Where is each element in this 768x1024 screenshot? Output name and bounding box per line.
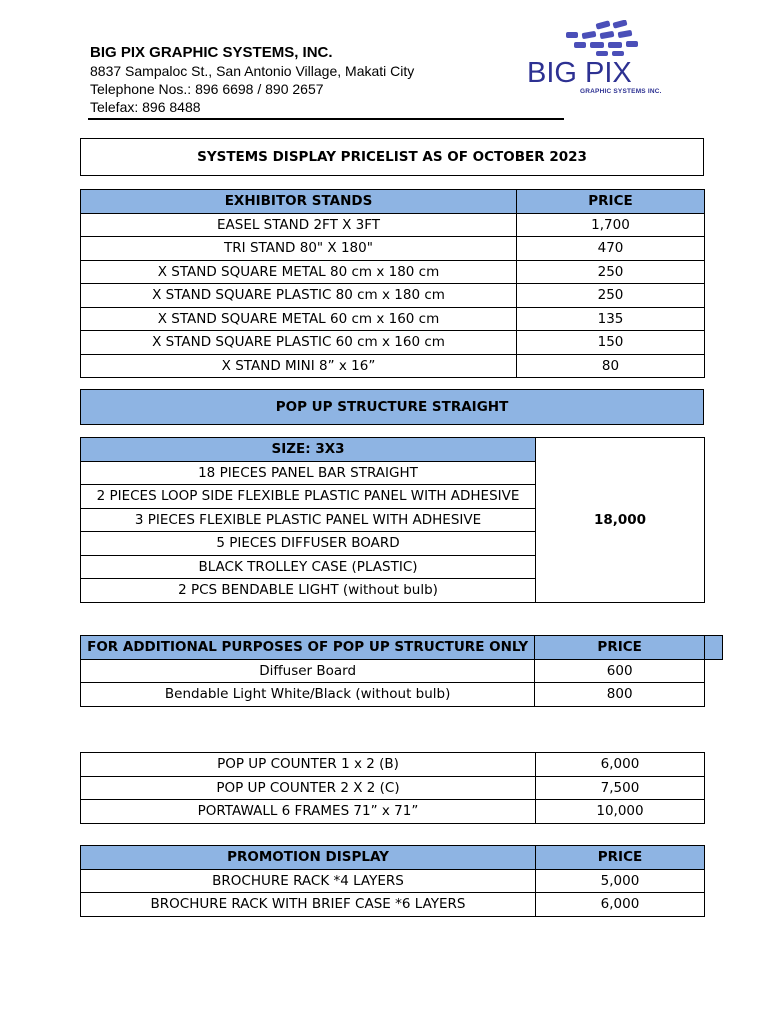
table-header-row	[81, 190, 705, 214]
promotion-display-table	[80, 845, 705, 917]
column-header-price: PRICE	[517, 190, 705, 214]
item-cell: X STAND MINI 8” x 16”	[81, 354, 517, 378]
item-cell: POP UP COUNTER 1 x 2 (B)	[81, 753, 536, 777]
item-cell: PORTAWALL 6 FRAMES 71” x 71”	[81, 800, 536, 824]
company-address: 8837 Sampaloc St., San Antonio Village, Makati City	[90, 63, 415, 79]
table-row	[81, 659, 723, 683]
table-row	[81, 284, 705, 308]
item-cell: Bendable Light White/Black (without bulb)	[81, 683, 535, 707]
company-name: BIG PIX GRAPHIC SYSTEMS, INC.	[90, 44, 333, 61]
table-row	[81, 893, 705, 917]
price-cell: 80	[517, 354, 705, 378]
item-cell: 2 PIECES LOOP SIDE FLEXIBLE PLASTIC PANEL WITH ADHESIVE	[81, 485, 536, 509]
extra-cell	[705, 636, 723, 660]
price-cell: 10,000	[536, 800, 705, 824]
exhibitor-stands-table	[80, 189, 705, 378]
item-cell: X STAND SQUARE PLASTIC 60 cm x 160 cm	[81, 331, 517, 355]
column-header-item: EXHIBITOR STANDS	[81, 190, 517, 214]
price-cell: 6,000	[536, 753, 705, 777]
column-header-price: PRICE	[536, 846, 705, 870]
price-cell: 470	[517, 237, 705, 261]
table-row	[81, 869, 705, 893]
price-cell: 600	[535, 659, 705, 683]
table-header-row	[81, 636, 723, 660]
item-cell: BROCHURE RACK *4 LAYERS	[81, 869, 536, 893]
table-row	[81, 331, 705, 355]
popup-price-cell: 18,000	[536, 438, 705, 603]
company-telefax: Telefax: 896 8488	[90, 99, 201, 115]
logo-wordmark: BIG PIX	[527, 57, 632, 89]
column-header-item: PROMOTION DISPLAY	[81, 846, 536, 870]
table-header-row	[81, 846, 705, 870]
pricelist-title: SYSTEMS DISPLAY PRICELIST AS OF OCTOBER 2023	[80, 138, 704, 176]
item-cell: POP UP COUNTER 2 X 2 (C)	[81, 776, 536, 800]
table-row	[81, 213, 705, 237]
company-header	[90, 44, 570, 116]
table-row	[81, 683, 723, 707]
column-header-item: FOR ADDITIONAL PURPOSES OF POP UP STRUCTURE ONLY	[81, 636, 535, 660]
price-cell: 1,700	[517, 213, 705, 237]
logo-subtext: GRAPHIC SYSTEMS INC.	[580, 88, 662, 95]
company-telephone: Telephone Nos.: 896 6698 / 890 2657	[90, 81, 324, 97]
item-cell: X STAND SQUARE METAL 60 cm x 160 cm	[81, 307, 517, 331]
header-divider	[88, 118, 564, 120]
item-cell: TRI STAND 80" X 180"	[81, 237, 517, 261]
item-cell: BLACK TROLLEY CASE (PLASTIC)	[81, 555, 536, 579]
price-cell: 6,000	[536, 893, 705, 917]
price-cell: 7,500	[536, 776, 705, 800]
item-cell: 5 PIECES DIFFUSER BOARD	[81, 532, 536, 556]
table-row	[81, 800, 705, 824]
item-cell: 18 PIECES PANEL BAR STRAIGHT	[81, 461, 536, 485]
item-cell: EASEL STAND 2FT X 3FT	[81, 213, 517, 237]
item-cell: 2 PCS BENDABLE LIGHT (without bulb)	[81, 579, 536, 603]
item-cell: X STAND SQUARE METAL 80 cm x 180 cm	[81, 260, 517, 284]
popup-structure-title: POP UP STRUCTURE STRAIGHT	[80, 389, 704, 425]
item-cell: X STAND SQUARE PLASTIC 80 cm x 180 cm	[81, 284, 517, 308]
price-cell: 150	[517, 331, 705, 355]
column-header-price: PRICE	[535, 636, 705, 660]
price-cell: 250	[517, 260, 705, 284]
table-row	[81, 438, 705, 462]
table-row	[81, 753, 705, 777]
price-cell: 5,000	[536, 869, 705, 893]
price-cell: 800	[535, 683, 705, 707]
table-row	[81, 307, 705, 331]
price-cell: 250	[517, 284, 705, 308]
popup-structure-table	[80, 437, 705, 603]
additional-items-table	[80, 635, 723, 707]
table-row	[81, 260, 705, 284]
price-cell: 135	[517, 307, 705, 331]
size-header: SIZE: 3X3	[81, 438, 536, 462]
table-row	[81, 776, 705, 800]
table-row	[81, 237, 705, 261]
item-cell: 3 PIECES FLEXIBLE PLASTIC PANEL WITH ADHESIVE	[81, 508, 536, 532]
item-cell: BROCHURE RACK WITH BRIEF CASE *6 LAYERS	[81, 893, 536, 917]
item-cell: Diffuser Board	[81, 659, 535, 683]
table-row	[81, 354, 705, 378]
counters-table	[80, 752, 705, 824]
